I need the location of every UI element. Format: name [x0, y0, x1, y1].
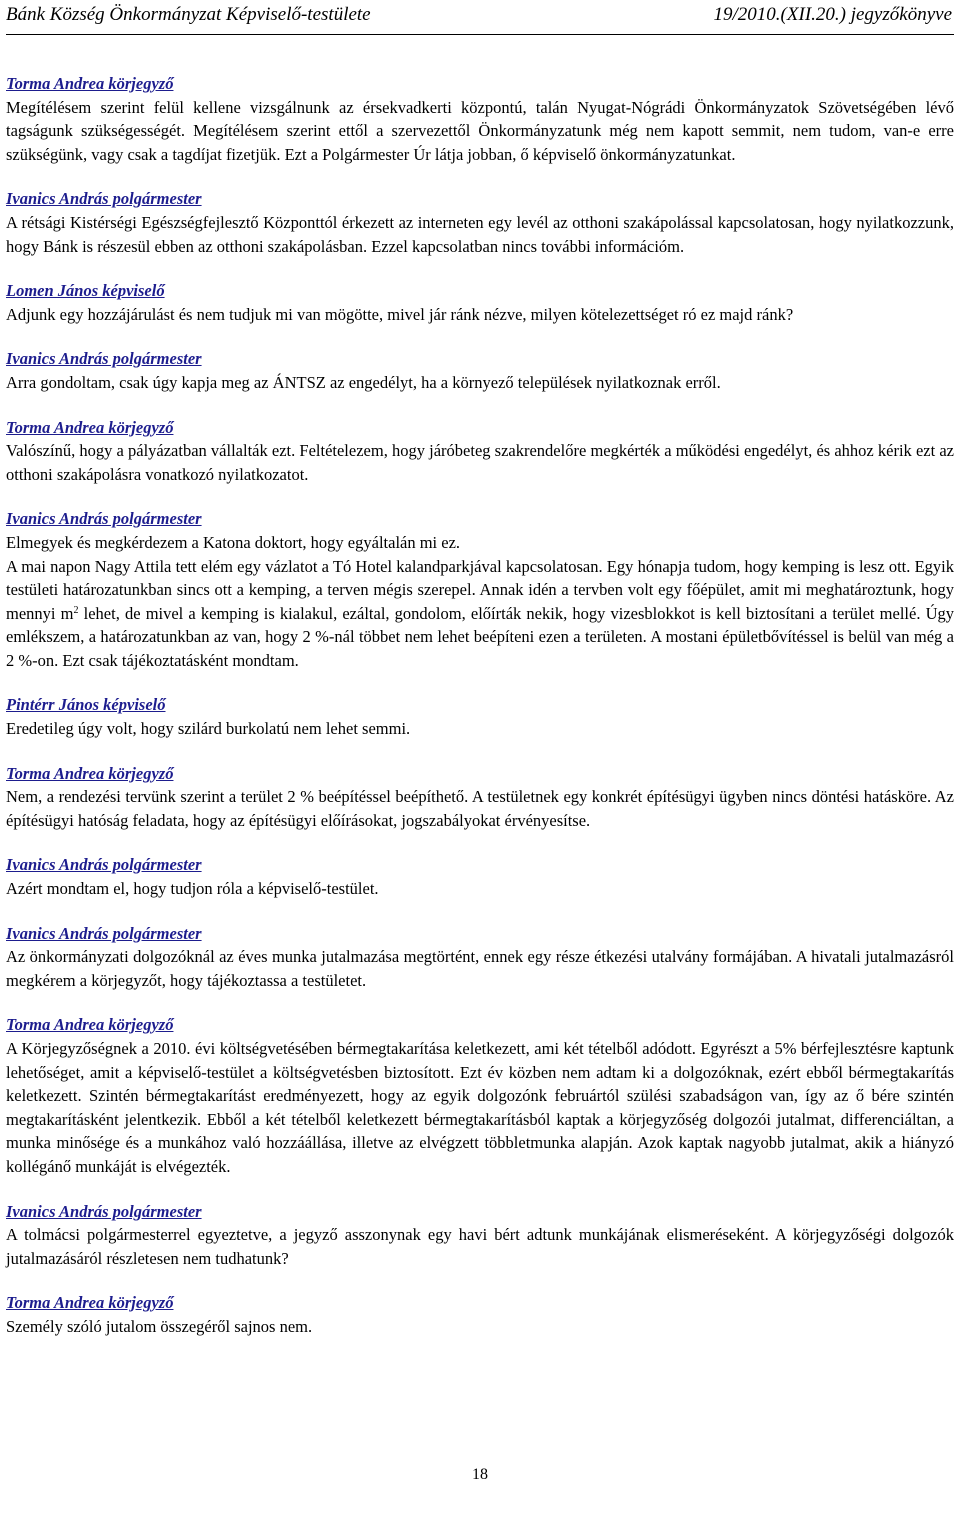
speech-block: [6, 1200, 954, 1271]
speech-text: Személy szóló jutalom összegéről sajnos nem.: [6, 1316, 313, 1336]
speaker-name: Torma Andrea körjegyző: [6, 1293, 174, 1313]
superscript-2: 2: [73, 604, 79, 616]
speech-block: [6, 693, 954, 740]
speech-block: [6, 1013, 954, 1178]
speech-block: [6, 279, 954, 326]
header-minutes-number: 19/2010.(XII.20.) jegyzőkönyve: [713, 4, 952, 25]
speech-block: [6, 853, 954, 900]
speech-text: Azért mondtam el, hogy tudjon róla a képviselő-testület.: [6, 879, 379, 899]
speech-block: [6, 187, 954, 258]
speaker-name: Torma Andrea körjegyző: [6, 763, 174, 783]
speech-text: A Körjegyzőségnek a 2010. évi költségvetésében bérmegtakarítása keletkezett, ami két tételből adódott. Egyrészt a 5% bérfejlesztésre kaptunk lehetőséget, amit a képviselő-testület a költségvetésben biztosított. Ezt év közben nem adtam ki a dolgozóknak, ezért ebből bérmegtakarítás keletkezett. Szintén bérmegtakarítást eredményezett, hogy az egyik dolgozónk februártól szülési szabadságon van, így az ő bére szintén megtakarításként jelentkezik. Ebből a két tételből keletkezett bérmegtakarításból kaptak a körjegyzőség dolgozói jutalmat, differenciáltan, a munka minősége és a munkához való hozzáállása, illetve az elvégzett többletmunka alapján. Azok kaptak nagyobb jutalmat, akik a hiányzó kollégánő munkáját is elvégezték.: [6, 1039, 954, 1176]
speech-block: [6, 922, 954, 993]
speaker-name: Torma Andrea körjegyző: [6, 74, 174, 93]
speech-text: Az önkormányzati dolgozóknál az éves munka jutalmazása megtörtént, ennek egy része étkezési utalvány formájában. A hivatali jutalmazásról megkérem a körjegyzőt, hogy tájékoztassa a testületet.: [6, 947, 954, 990]
speech-block: [6, 1291, 954, 1338]
speaker-name: Pintérr János képviselő: [6, 695, 166, 715]
speech-text-part: lehet, de mivel a kemping is kialakul, ezáltal, gondolom, előírták nekik, hogy vizesblokkot is kell biztosítani a terület mellé. Úgy emlékszem, a határozatunkban az van, hogy 2 %-nál többet nem lehet beépíteni ezen a területen. A mostani épületbővítéssel is belül van még a 2 %-on. Ezt csak tájékoztatásként mondtam.: [6, 603, 955, 670]
speaker-name: Lomen János képviselő: [6, 281, 165, 301]
speech-text: Valószínű, hogy a pályázatban vállalták ezt. Feltételezem, hogy járóbeteg szakrendelőre megkérték a működési engedélyt, és ahhoz kérik ezt az otthoni szakápolásra vonatkozó nyilatkozatot.: [6, 441, 954, 484]
speech-text-part: A mai napon Nagy Attila tett elém egy vázlatot a Tó Hotel kalandparkjával kapcsolatosan. Egy hónapja tudom, hogy kemping is lesz ott. Egyik testületi határozatunkban sincs ott a kemping, a terven mégis szerepel. Annak idén a tervben volt egy főépület, amit mi meghatároztunk, hogy mennyi m: [6, 556, 954, 623]
speech-text: A rétsági Kistérségi Egészségfejlesztő Központtól érkezett az interneten egy levél az otthoni szakápolással kapcsolatosan, hogy nyilatkozzunk, hogy Bánk is részesül ebben az otthoni szakápolásban. Ezzel kapcsolatban nincs további információm.: [6, 212, 954, 256]
speech-text: Arra gondoltam, csak úgy kapja meg az ÁNTSZ az engedélyt, ha a környező települések nyilatkoznak erről.: [6, 372, 721, 392]
speaker-name: Torma Andrea körjegyző: [6, 417, 174, 437]
speaker-name: Ivanics András polgármester: [6, 1201, 202, 1221]
speech-text: Adjunk egy hozzájárulást és nem tudjuk mi van mögötte, mivel jár ránk nézve, milyen kötelezettséget ró ez majd ránk?: [6, 304, 794, 324]
speaker-name: Torma Andrea körjegyző: [6, 1015, 174, 1035]
header-title: Bánk Község Önkormányzat Képviselő-testülete: [6, 4, 371, 25]
speech-text: Megítélésem szerint felül kellene vizsgálnunk az érsekvadkerti központú, talán Nyugat-Nógrádi Önkormányzatok Szövetségében lévő tagságunk szükségességét. Megítélésem szerint ettől a szervezettől Önkormányzatunk még nem kapott semmit, nem tudom, van-e erre szükségünk, vagy csak a tagdíjat fizetjük. Ezt a Polgármester Úr látja jobban, ő képviselő önkormányzatunkat.: [6, 97, 954, 164]
speaker-name: Ivanics András polgármester: [6, 855, 202, 875]
speaker-name: Ivanics András polgármester: [6, 923, 202, 943]
page-header: [6, 4, 954, 35]
speech-text: [6, 555, 954, 673]
page-number: 18: [472, 1466, 488, 1483]
speech-block: [6, 762, 954, 833]
speech-block: [6, 507, 954, 672]
minutes-content: [6, 72, 954, 1360]
speech-text: Eredetileg úgy volt, hogy szilárd burkolatú nem lehet semmi.: [6, 719, 411, 739]
speaker-name: Ivanics András polgármester: [6, 509, 202, 529]
speech-text: Elmegyek és megkérdezem a Katona doktort, hogy egyáltalán mi ez.: [6, 532, 461, 552]
speech-block: [6, 347, 954, 394]
speaker-name: Ivanics András polgármester: [6, 189, 202, 209]
speaker-name: Ivanics András polgármester: [6, 349, 202, 369]
speech-block: [6, 416, 954, 487]
speech-block: [6, 72, 954, 166]
speech-text: A tolmácsi polgármesterrel egyeztetve, a jegyző asszonynak egy havi bért adtunk munkájának elismeréseként. A körjegyzőségi dolgozók jutalmazásáról részletesen nem tudhatunk?: [6, 1225, 954, 1268]
speech-text: Nem, a rendezési tervünk szerint a terület 2 % beépítéssel beépíthető. A testületnek egy konkrét építésügyi ügyben nincs döntési hatásköre. Az építésügyi hatóság feladata, hogy az építésügyi előírásokat, jogszabályokat érvényesítse.: [6, 787, 954, 830]
